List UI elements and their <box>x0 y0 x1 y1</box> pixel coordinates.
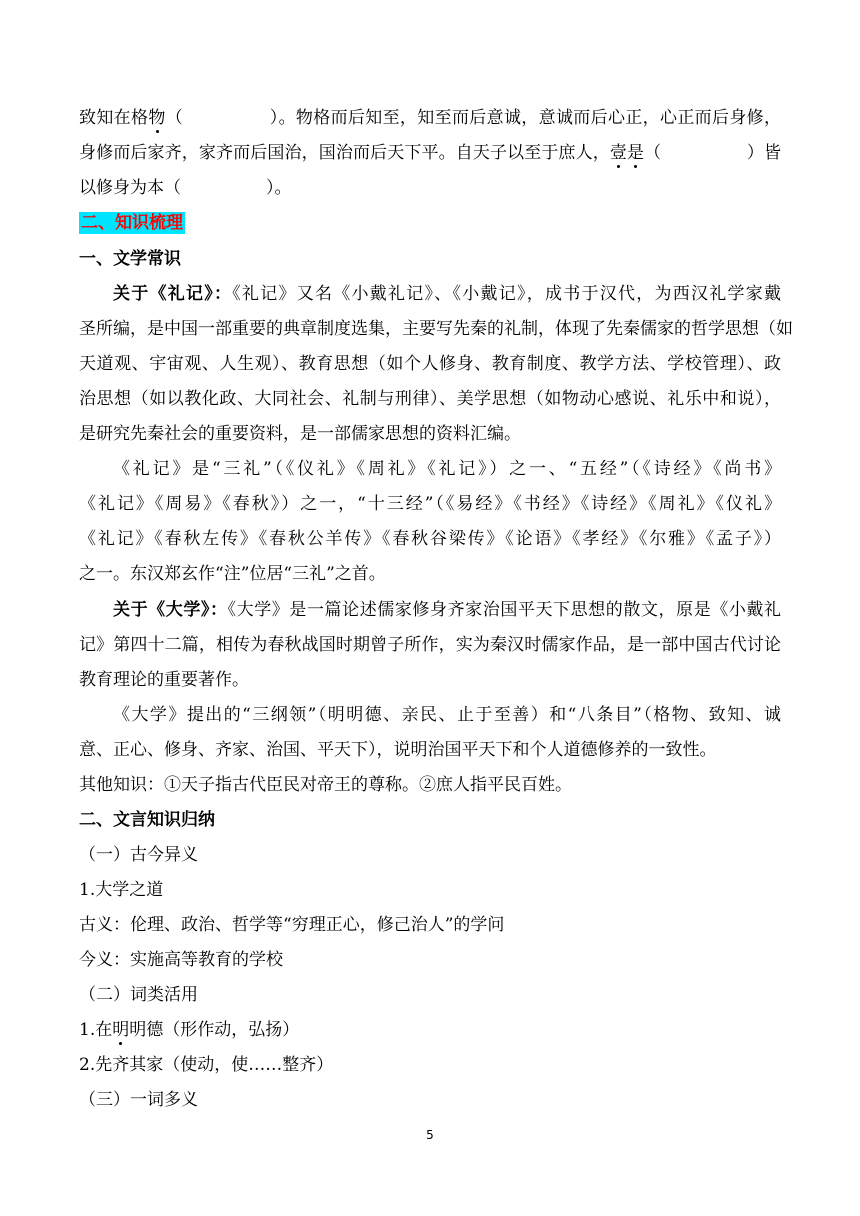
subsection-title: 一、文学常识 <box>79 249 181 269</box>
paragraph-line: 是研究先秦社会的重要资料，是一部儒家思想的资料汇编。 <box>79 424 521 444</box>
category-heading: （三）一词多义 <box>79 1090 198 1110</box>
paragraph-line: 《礼记》是“三礼”（《仪礼》《周礼》《礼记》）之一、“五经”（《诗经》《尚书》 <box>113 459 781 479</box>
paragraph-line: 记》第四十二篇，相传为春秋战国时期曾子所作，实为秦汉时儒家作品，是一部中国古代讨论 <box>79 635 781 655</box>
category-heading: （一）古今异义 <box>79 845 198 865</box>
text-line: 以修身为本（ ）。 <box>79 178 292 198</box>
list-item: 1.在明明德（形作动，弘扬） <box>79 1020 300 1040</box>
section-title: 二、知识梳理 <box>81 213 183 233</box>
page-number: 5 <box>426 1128 434 1142</box>
emphasis-dot: 壹 <box>609 143 627 163</box>
text-line: 身修而后家齐，家齐而后国治，国治而后天下平。自天子以至于庶人，壹是（ ）皆 <box>79 143 781 163</box>
paragraph-line: 《大学》提出的“三纲领”（明明德、亲民、止于至善）和“八条目”（格物、致知、诚 <box>113 705 781 725</box>
paragraph-line: 治思想（如以教化政、大同社会、礼制与刑律）、美学思想（如物动心感说、礼乐中和说）， <box>79 389 781 409</box>
paragraph-line: 关于《礼记》：《礼记》又名《小戴礼记》、《小戴记》，成书于汉代，为西汉礼学家戴 <box>113 284 781 304</box>
paragraph-line: 意、正心、修身、齐家、治国、平天下），说明治国平天下和个人道德修养的一致性。 <box>79 740 717 760</box>
text-line: 致知在格物（ ）。物格而后知至，知至而后意诚，意诚而后心正，心正而后身修， <box>79 108 782 128</box>
paragraph-line: 《礼记》《周易》《春秋》）之一，“十三经”（《易经》《书经》《诗经》《周礼》《仪礼》 <box>79 494 781 514</box>
paragraph-line: 其他知识：①天子指古代臣民对帝王的尊称。②庶人指平民百姓。 <box>79 775 572 795</box>
list-item: 古义：伦理、政治、哲学等“穷理正心，修己治人”的学问 <box>79 915 505 935</box>
category-heading: （二）词类活用 <box>79 985 198 1005</box>
paragraph-line: 教育理论的重要著作。 <box>79 670 249 690</box>
paragraph-line: 之一。东汉郑玄作“注”位居“三礼”之首。 <box>79 564 386 584</box>
paragraph-line: 圣所编，是中国一部重要的典章制度选集，主要写先秦的礼制，体现了先秦儒家的哲学思想（如 <box>79 319 793 339</box>
paragraph-line: 《礼记》《春秋左传》《春秋公羊传》《春秋谷梁传》《论语》《孝经》《尔雅》《孟子》） <box>79 529 781 549</box>
paragraph-line: 关于《大学》：《大学》是一篇论述儒家修身齐家治国平天下思想的散文，原是《小戴礼 <box>113 600 782 620</box>
list-item: 今义：实施高等教育的学校 <box>79 950 283 970</box>
emphasis-dot: 物 <box>148 108 166 128</box>
emphasis-dot: 明 <box>112 1020 130 1040</box>
list-item: 2.先齐其家（使动，使……整齐） <box>79 1055 334 1075</box>
emphasis-dot: 是 <box>627 143 645 163</box>
subsection-title: 二、文言知识归纳 <box>79 810 215 830</box>
paragraph-line: 天道观、宇宙观、人生观）、教育思想（如个人修身、教育制度、教学方法、学校管理）、政 <box>79 354 781 374</box>
list-item: 1.大学之道 <box>79 880 164 900</box>
